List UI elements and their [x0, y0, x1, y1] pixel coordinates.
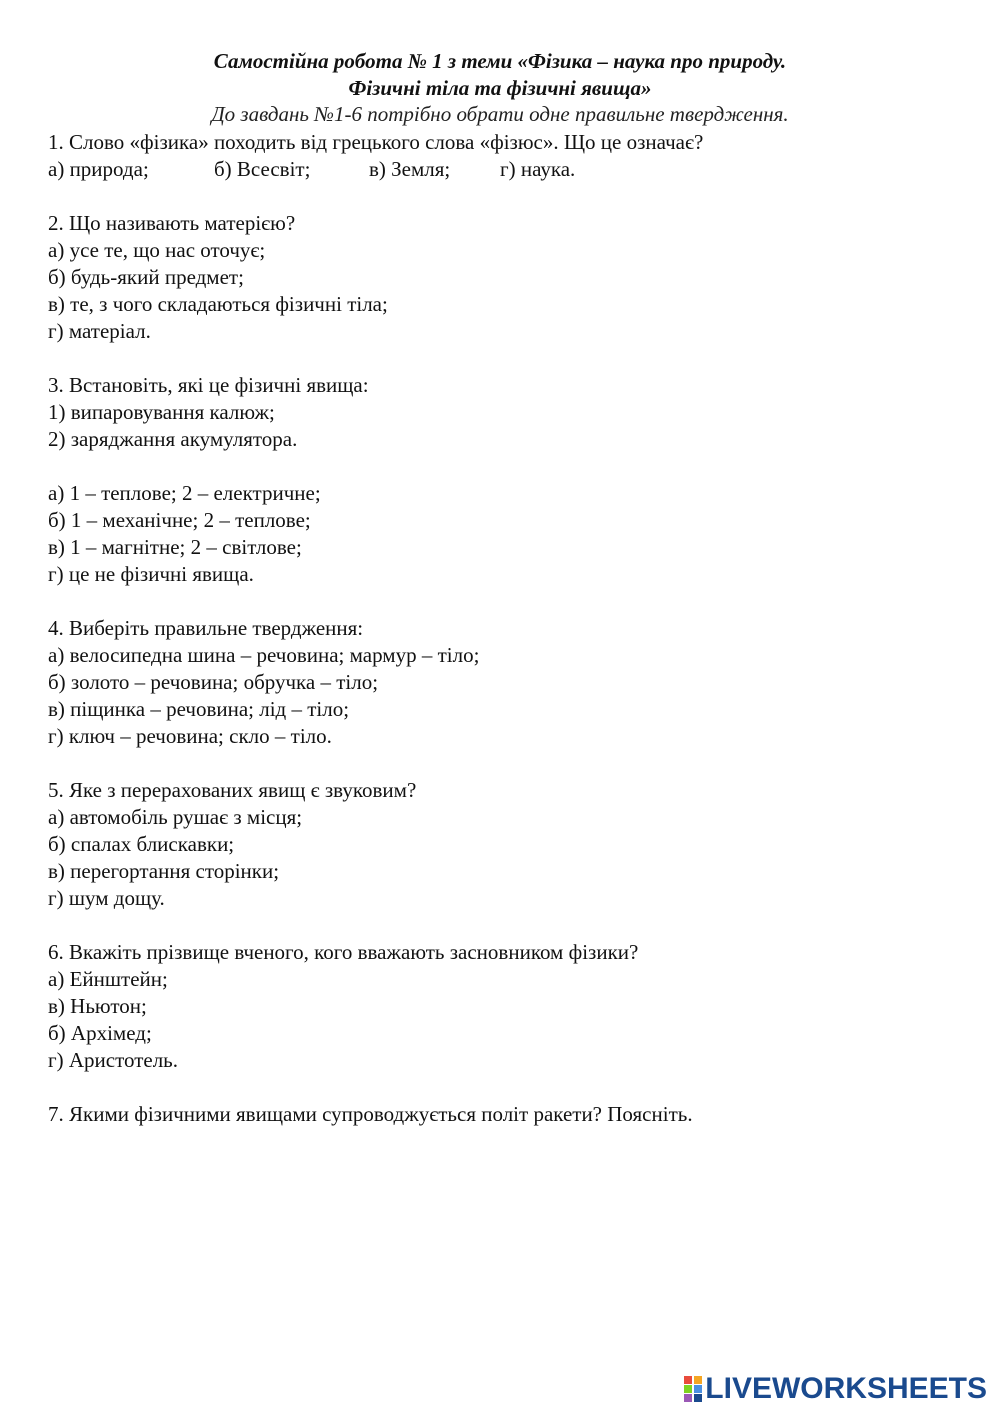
q2-option-c: в) те, з чого складаються фізичні тіла;	[48, 292, 388, 316]
q5-option-a: а) автомобіль рушає з місця;	[48, 805, 303, 829]
q5-option-c: в) перегортання сторінки;	[48, 859, 280, 883]
q3-option-d: г) це не фізичні явища.	[48, 562, 254, 586]
question-3: 3. Встановіть, які це фізичні явища:	[48, 373, 369, 397]
q3-option-b: б) 1 – механічне; 2 – теплове;	[48, 508, 311, 532]
q2-option-b: б) будь-який предмет;	[48, 265, 244, 289]
q5-option-b: б) спалах блискавки;	[48, 832, 235, 856]
q1-option-b: б) Всесвіт;	[214, 157, 311, 181]
liveworksheets-logo	[684, 1374, 987, 1404]
q4-option-a: а) велосипедна шина – речовина; мармур – тіло;	[48, 643, 480, 667]
q3-item-1: 1) випаровування калюж;	[48, 400, 275, 424]
logo-square-2	[694, 1376, 702, 1384]
q1-option-d: г) наука.	[500, 157, 576, 181]
question-2: 2. Що називають матерією?	[48, 211, 296, 235]
question-6: 6. Вкажіть прізвище вченого, кого вважають засновником фізики?	[48, 940, 639, 964]
q4-option-c: в) піщинка – речовина; лід – тіло;	[48, 697, 350, 721]
logo-square-1	[684, 1376, 692, 1384]
title-line-2: Фізичні тіла та фізичні явища»	[348, 76, 652, 100]
liveworksheets-logo-icon	[684, 1376, 702, 1402]
q1-option-c: в) Земля;	[369, 157, 451, 181]
logo-square-4	[694, 1385, 702, 1393]
question-1: 1. Слово «фізика» походить від грецького слова «фізюс». Що це означає?	[48, 130, 704, 154]
q6-option-4: г) Аристотель.	[48, 1048, 179, 1072]
q2-option-a: а) усе те, що нас оточує;	[48, 238, 266, 262]
q1-option-a: а) природа;	[48, 157, 149, 181]
logo-square-3	[684, 1385, 692, 1393]
q5-option-d: г) шум дощу.	[48, 886, 165, 910]
question-7: 7. Якими фізичними явищами супроводжується політ ракети? Поясніть.	[48, 1102, 693, 1126]
question-1-options	[48, 156, 968, 183]
question-5: 5. Яке з перерахованих явищ є звуковим?	[48, 778, 417, 802]
q2-option-d: г) матеріал.	[48, 319, 151, 343]
q6-option-3: б) Архімед;	[48, 1021, 152, 1045]
worksheet-header	[0, 48, 1000, 126]
logo-square-5	[684, 1394, 692, 1402]
q6-option-1: а) Ейнштейн;	[48, 967, 168, 991]
liveworksheets-logo-text: LIVEWORKSHEETS	[705, 1372, 987, 1405]
question-4: 4. Виберіть правильне твердження:	[48, 616, 364, 640]
logo-square-6	[694, 1394, 702, 1402]
q4-option-b: б) золото – речовина; обручка – тіло;	[48, 670, 379, 694]
q3-item-2: 2) заряджання акумулятора.	[48, 427, 298, 451]
q3-option-c: в) 1 – магнітне; 2 – світлове;	[48, 535, 302, 559]
title-line-1: Самостійна робота № 1 з теми «Фізика – наука про природу.	[213, 49, 787, 73]
worksheet-content	[48, 129, 968, 1128]
q4-option-d: г) ключ – речовина; скло – тіло.	[48, 724, 332, 748]
q3-option-a: а) 1 – теплове; 2 – електричне;	[48, 481, 321, 505]
instruction: До завдань №1-6 потрібно обрати одне правильне твердження.	[211, 102, 789, 126]
q6-option-2: в) Ньютон;	[48, 994, 147, 1018]
